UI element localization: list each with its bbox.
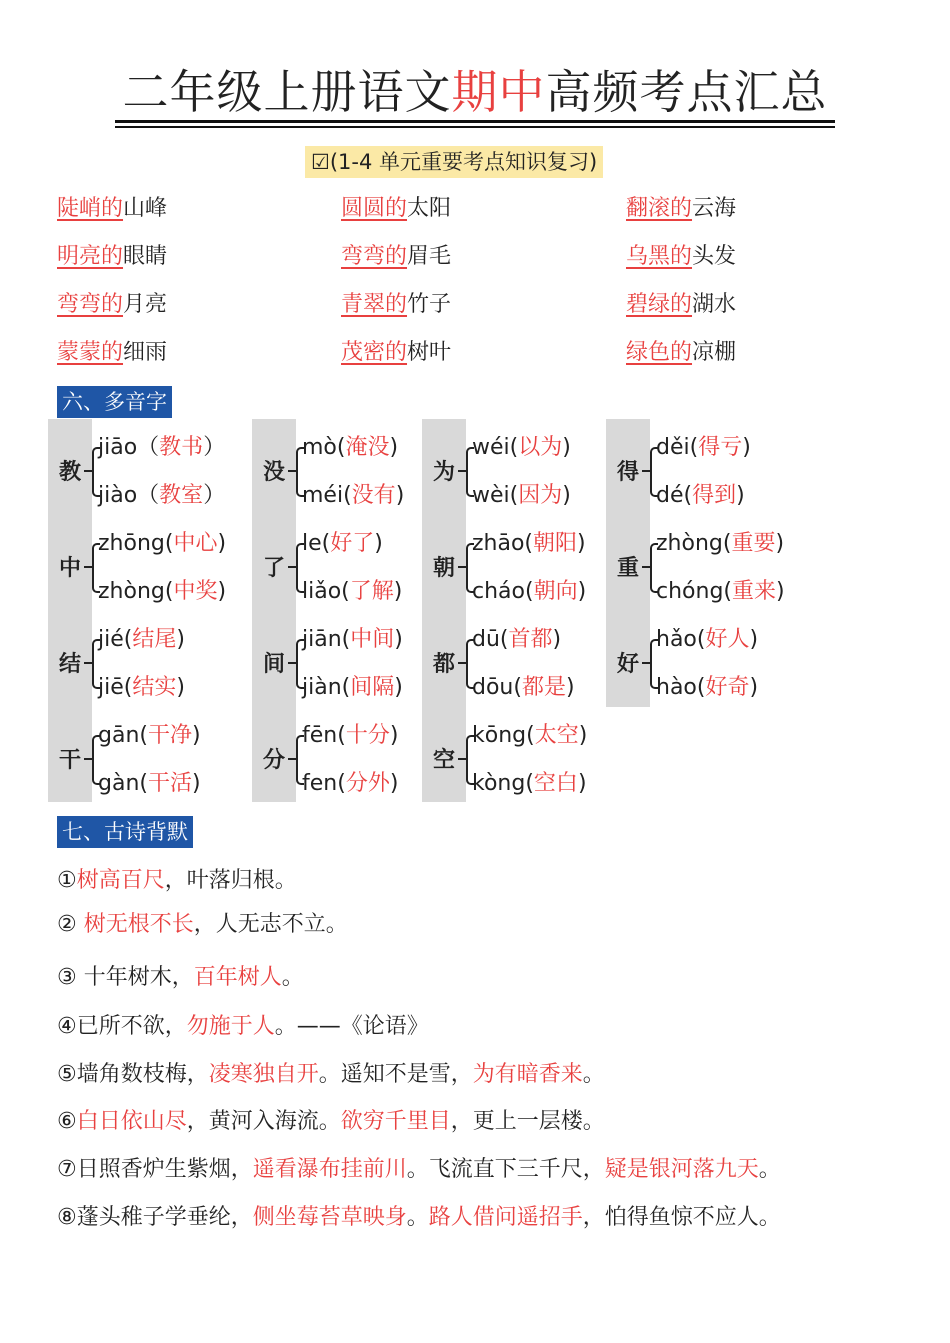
title-part2: 高频考点汇总 xyxy=(545,65,828,119)
example-word: 中间 xyxy=(350,627,395,652)
pinyin-close: ） xyxy=(203,483,226,508)
phrase-item xyxy=(57,290,167,320)
example-word: 结实 xyxy=(132,675,177,700)
polyphone-character: 结 xyxy=(58,652,81,677)
example-word: 十分 xyxy=(345,723,390,748)
example-word: 干净 xyxy=(147,723,192,748)
pinyin-close: ) xyxy=(736,483,745,508)
pinyin-close: ) xyxy=(389,771,399,796)
poem-line xyxy=(57,1107,605,1137)
phrase-item xyxy=(57,194,167,224)
section-seven-label: 七、古诗背默 xyxy=(57,816,193,848)
pinyin-text: zhōng( xyxy=(98,531,174,556)
pinyin-text: jiào（ xyxy=(98,483,160,508)
bracket-icon xyxy=(292,447,302,495)
pinyin-reading xyxy=(302,673,403,703)
example-word: 教书 xyxy=(159,435,204,460)
pinyin-text: cháo( xyxy=(472,579,534,604)
pinyin-reading xyxy=(98,721,201,751)
pinyin-reading xyxy=(98,673,185,703)
example-word: 淹没 xyxy=(345,435,390,460)
polyphone-character: 得 xyxy=(616,460,639,485)
pinyin-close: ) xyxy=(395,483,405,508)
poem-answer: 树高百尺 xyxy=(76,868,165,893)
polyphone-character: 分 xyxy=(262,748,285,773)
pinyin-reading xyxy=(98,625,185,655)
phrase-noun: 凉棚 xyxy=(692,340,737,365)
poem-answer: 为有暗香来 xyxy=(472,1062,583,1087)
pinyin-close: ) xyxy=(577,531,586,556)
poem-text: ① xyxy=(57,868,77,893)
phrase-item xyxy=(626,338,736,368)
example-word: 首都 xyxy=(508,627,553,652)
poem-text: ⑤墙角数枝梅， xyxy=(57,1062,209,1087)
pinyin-text: gàn( xyxy=(98,771,148,796)
phrase-adjective: 陡峭的 xyxy=(57,196,124,221)
example-word: 重来 xyxy=(732,579,777,604)
pinyin-close: ) xyxy=(776,579,785,604)
title-part1: 二年级上册语文 xyxy=(122,65,452,119)
phrase-noun: 月亮 xyxy=(123,292,168,317)
bracket-icon xyxy=(646,447,656,495)
pinyin-text: dōu( xyxy=(472,675,522,700)
polyphone-character: 为 xyxy=(432,460,455,485)
example-word: 空白 xyxy=(533,771,578,796)
pinyin-text: hào( xyxy=(656,675,706,700)
phrase-adjective: 青翠的 xyxy=(341,292,408,317)
phrase-item xyxy=(57,338,167,368)
pinyin-reading xyxy=(472,481,571,511)
example-word: 因为 xyxy=(518,483,563,508)
poem-text: ，黄河入海流。 xyxy=(186,1109,341,1134)
phrase-noun: 太阳 xyxy=(407,196,452,221)
example-word: 太空 xyxy=(534,723,579,748)
pinyin-text: zhāo( xyxy=(472,531,534,556)
poem-text: ，人无志不立。 xyxy=(193,912,348,937)
bracket-icon xyxy=(292,639,302,687)
bracket-icon xyxy=(88,543,98,591)
example-word: 朝阳 xyxy=(533,531,578,556)
pinyin-text: liǎo( xyxy=(302,579,350,604)
pinyin-text: dé( xyxy=(656,483,693,508)
example-word: 间隔 xyxy=(350,675,395,700)
phrase-noun: 云海 xyxy=(692,196,737,221)
pinyin-close: ) xyxy=(742,435,751,460)
polyphone-character: 好 xyxy=(616,652,639,677)
bracket-icon xyxy=(88,639,98,687)
phrase-noun: 头发 xyxy=(692,244,737,269)
pinyin-close: ) xyxy=(562,483,571,508)
phrase-item xyxy=(626,194,736,224)
pinyin-text: jiē( xyxy=(98,675,133,700)
pinyin-reading xyxy=(656,577,785,607)
pinyin-text: le( xyxy=(302,531,331,556)
phrase-item xyxy=(341,242,451,272)
polyphone-character: 朝 xyxy=(432,556,455,581)
poem-answer: 树无根不长 xyxy=(83,912,194,937)
polyphone-character: 重 xyxy=(616,556,639,581)
bracket-icon xyxy=(292,735,302,783)
pinyin-reading xyxy=(472,673,575,703)
example-word: 干活 xyxy=(147,771,192,796)
poem-text: ，叶落归根。 xyxy=(164,868,297,893)
pinyin-close: ) xyxy=(176,627,185,652)
title-underline xyxy=(115,120,835,123)
poem-text: ，更上一层楼。 xyxy=(450,1109,605,1134)
pinyin-reading xyxy=(98,529,226,559)
polyphone-character: 教 xyxy=(58,460,81,485)
example-word: 好了 xyxy=(330,531,375,556)
pinyin-close: ) xyxy=(562,435,571,460)
bracket-icon xyxy=(462,639,472,687)
polyphone-character: 没 xyxy=(262,460,285,485)
example-word: 结尾 xyxy=(132,627,177,652)
title-highlight: 期中 xyxy=(451,65,546,119)
pinyin-reading xyxy=(472,577,586,607)
polyphone-character: 中 xyxy=(58,556,81,581)
poem-line xyxy=(57,1203,781,1233)
polyphone-character: 都 xyxy=(432,652,455,677)
example-word: 了解 xyxy=(349,579,394,604)
phrase-adjective: 圆圆的 xyxy=(341,196,408,221)
poem-answer: 百年树人 xyxy=(193,965,282,990)
pinyin-text: zhòng( xyxy=(656,531,732,556)
page-title xyxy=(0,62,950,122)
example-word: 以为 xyxy=(518,435,563,460)
example-word: 得到 xyxy=(692,483,737,508)
example-word: 中心 xyxy=(173,531,218,556)
example-word: 中奖 xyxy=(173,579,218,604)
pinyin-close: ) xyxy=(577,579,587,604)
phrase-adjective: 弯弯的 xyxy=(57,292,124,317)
title-underline-second xyxy=(115,126,835,128)
pinyin-reading xyxy=(472,625,561,655)
pinyin-text: jiàn( xyxy=(302,675,351,700)
pinyin-text: wéi( xyxy=(472,435,519,460)
pinyin-text: gān( xyxy=(98,723,148,748)
pinyin-reading xyxy=(656,625,758,655)
poem-line xyxy=(57,910,348,940)
phrase-item xyxy=(341,338,451,368)
poem-line xyxy=(57,1155,781,1185)
pinyin-close: ) xyxy=(565,675,575,700)
pinyin-reading xyxy=(302,625,403,655)
pinyin-reading xyxy=(472,529,586,559)
pinyin-reading xyxy=(472,433,571,463)
pinyin-text: dū( xyxy=(472,627,509,652)
phrase-item xyxy=(57,242,167,272)
example-word: 重要 xyxy=(731,531,776,556)
pinyin-reading xyxy=(472,769,587,799)
pinyin-text: jiāo（ xyxy=(98,435,160,460)
poem-text: ② xyxy=(57,912,84,937)
polyphone-character: 间 xyxy=(262,652,285,677)
poem-text: 。——《论语》 xyxy=(274,1014,429,1039)
pinyin-close: ) xyxy=(775,531,785,556)
phrase-noun: 树叶 xyxy=(407,340,452,365)
poem-text: 。 xyxy=(582,1062,605,1087)
bracket-icon xyxy=(88,447,98,495)
pinyin-reading xyxy=(302,433,398,463)
example-word: 好人 xyxy=(705,627,750,652)
pinyin-text: fen( xyxy=(302,771,346,796)
pinyin-reading xyxy=(656,433,751,463)
bracket-icon xyxy=(292,543,302,591)
subtitle: ☑(1-4 单元重要考点知识复习) xyxy=(305,146,603,178)
polyphone-character: 了 xyxy=(262,556,285,581)
poem-answer: 凌寒独自开 xyxy=(208,1062,319,1087)
pinyin-text: mò( xyxy=(302,435,346,460)
pinyin-close: ) xyxy=(176,675,185,700)
phrase-noun: 眉毛 xyxy=(407,244,452,269)
bracket-icon xyxy=(462,543,472,591)
pinyin-close: ) xyxy=(374,531,383,556)
poem-text: ④已所不欲， xyxy=(57,1014,187,1039)
pinyin-text: hǎo( xyxy=(656,627,706,652)
pinyin-close: ) xyxy=(217,531,227,556)
pinyin-close: ) xyxy=(192,723,201,748)
phrase-item xyxy=(341,194,451,224)
example-word: 得亏 xyxy=(698,435,743,460)
pinyin-reading xyxy=(656,673,758,703)
pinyin-reading xyxy=(98,481,225,511)
pinyin-close: ) xyxy=(578,723,588,748)
pinyin-reading xyxy=(656,481,745,511)
pinyin-reading xyxy=(302,721,398,751)
section-six-label: 六、多音字 xyxy=(57,386,172,418)
pinyin-close: ) xyxy=(389,435,399,460)
pinyin-reading xyxy=(302,769,398,799)
pinyin-text: děi( xyxy=(656,435,699,460)
pinyin-reading xyxy=(472,721,587,751)
poem-answer: 路人借问遥招手 xyxy=(428,1205,583,1230)
example-word: 没有 xyxy=(351,483,396,508)
phrase-adjective: 碧绿的 xyxy=(626,292,693,317)
pinyin-close: ) xyxy=(217,579,227,604)
poem-text: ⑧蓬头稚子学垂纶， xyxy=(57,1205,253,1230)
pinyin-text: méi( xyxy=(302,483,352,508)
phrase-adjective: 蒙蒙的 xyxy=(57,340,124,365)
polyphone-character: 空 xyxy=(432,748,455,773)
pinyin-close: ) xyxy=(577,771,587,796)
pinyin-reading xyxy=(656,529,784,559)
phrase-adjective: 茂密的 xyxy=(341,340,408,365)
phrase-item xyxy=(626,242,736,272)
example-word: 教室 xyxy=(159,483,204,508)
pinyin-reading xyxy=(302,481,404,511)
phrase-noun: 湖水 xyxy=(692,292,737,317)
bracket-icon xyxy=(88,735,98,783)
pinyin-close: ) xyxy=(389,723,399,748)
pinyin-reading xyxy=(98,433,225,463)
pinyin-text: kōng( xyxy=(472,723,535,748)
phrase-item xyxy=(626,290,736,320)
phrase-noun: 细雨 xyxy=(123,340,168,365)
poem-answer: 白日依山尽 xyxy=(76,1109,187,1134)
pinyin-text: kòng( xyxy=(472,771,534,796)
example-word: 分外 xyxy=(345,771,390,796)
poem-text: ③ 十年树木， xyxy=(57,965,194,990)
bracket-icon xyxy=(462,735,472,783)
phrase-noun: 竹子 xyxy=(407,292,452,317)
poem-text: ，怕得鱼惊不应人。 xyxy=(582,1205,781,1230)
poem-line xyxy=(57,1012,429,1042)
pinyin-close: ) xyxy=(552,627,562,652)
poem-text: 。 xyxy=(406,1205,429,1230)
phrase-adjective: 弯弯的 xyxy=(341,244,408,269)
pinyin-close: ) xyxy=(749,675,759,700)
pinyin-close: ） xyxy=(203,435,226,460)
poem-answer: 侧坐莓苔草映身 xyxy=(252,1205,407,1230)
poem-line xyxy=(57,1060,605,1090)
pinyin-text: chóng( xyxy=(656,579,732,604)
pinyin-reading xyxy=(98,769,201,799)
example-word: 都是 xyxy=(521,675,566,700)
poem-text: ⑦日照香炉生紫烟， xyxy=(57,1157,253,1182)
pinyin-close: ) xyxy=(393,579,403,604)
pinyin-reading xyxy=(302,577,402,607)
poem-text: 。遥知不是雪， xyxy=(318,1062,473,1087)
example-word: 好奇 xyxy=(705,675,750,700)
pinyin-text: jiān( xyxy=(302,627,351,652)
bracket-icon xyxy=(646,543,656,591)
pinyin-close: ) xyxy=(394,627,403,652)
phrase-item xyxy=(341,290,451,320)
phrase-adjective: 明亮的 xyxy=(57,244,124,269)
poem-text: ⑥ xyxy=(57,1109,77,1134)
pinyin-text: fēn( xyxy=(302,723,346,748)
pinyin-text: zhòng( xyxy=(98,579,174,604)
phrase-adjective: 绿色的 xyxy=(626,340,693,365)
bracket-icon xyxy=(646,639,656,687)
phrase-noun: 山峰 xyxy=(123,196,168,221)
pinyin-text: jié( xyxy=(98,627,133,652)
poem-answer: 欲穷千里目 xyxy=(340,1109,451,1134)
example-word: 朝向 xyxy=(533,579,578,604)
poem-text: 。 xyxy=(281,965,304,990)
phrase-adjective: 翻滚的 xyxy=(626,196,693,221)
pinyin-close: ) xyxy=(749,627,759,652)
poem-text: 。飞流直下三千尺， xyxy=(406,1157,605,1182)
polyphone-character: 干 xyxy=(58,748,81,773)
poem-answer: 勿施于人 xyxy=(186,1014,275,1039)
pinyin-close: ) xyxy=(394,675,403,700)
poem-line xyxy=(57,963,304,993)
poem-line xyxy=(57,866,297,896)
pinyin-close: ) xyxy=(192,771,201,796)
poem-answer: 遥看瀑布挂前川 xyxy=(252,1157,407,1182)
phrase-noun: 眼睛 xyxy=(123,244,168,269)
pinyin-text: wèi( xyxy=(472,483,519,508)
pinyin-reading xyxy=(302,529,383,559)
bracket-icon xyxy=(462,447,472,495)
poem-answer: 疑是银河落九天 xyxy=(604,1157,759,1182)
pinyin-reading xyxy=(98,577,226,607)
poem-text: 。 xyxy=(758,1157,781,1182)
phrase-adjective: 乌黑的 xyxy=(626,244,693,269)
